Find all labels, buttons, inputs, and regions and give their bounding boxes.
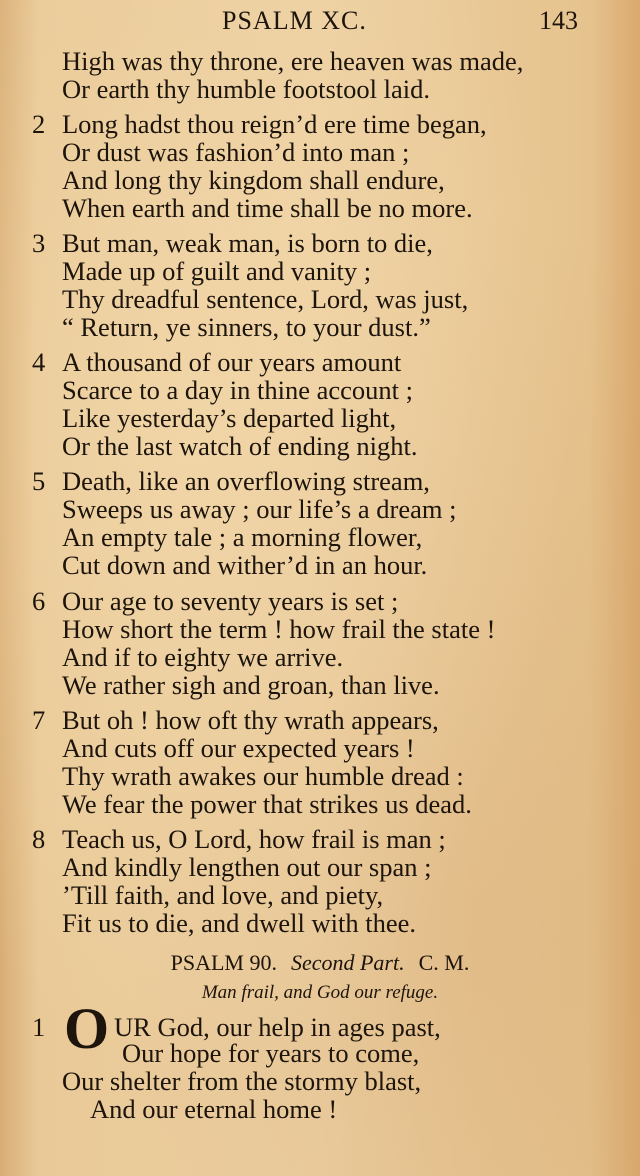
verse-line: But man, weak man, is born to die, — [62, 228, 433, 258]
verse-line: Or dust was fashion’d into man ; — [62, 137, 410, 167]
verse-line: Death, like an overflowing stream, — [62, 466, 430, 496]
stanza-number: 4 — [32, 347, 46, 377]
verse-line: We rather sigh and groan, than live. — [62, 670, 440, 700]
page-number: 143 — [539, 6, 578, 35]
verse-line: High was thy throne, ere heaven was made, — [62, 46, 524, 76]
psalm-heading-part: Second Part. — [290, 950, 405, 975]
psalm-heading — [0, 950, 640, 976]
psalm-subtitle: Man frail, and God our refuge. — [201, 982, 439, 1003]
verse-line: Sweeps us away ; our life’s a dream ; — [62, 494, 457, 524]
verse-line: Scarce to a day in thine account ; — [62, 375, 413, 405]
stanza-number: 1 — [32, 1012, 46, 1042]
verse-line: Cut down and wither’d in an hour. — [62, 550, 428, 580]
running-title: PSALM XC. — [222, 6, 367, 35]
stanza-number: 6 — [32, 586, 46, 616]
psalm-heading-meter: C. M. — [418, 950, 470, 975]
verse-line: Our age to seventy years is set ; — [62, 586, 399, 616]
verse-line: But oh ! how oft thy wrath appears, — [62, 705, 439, 735]
verse-line: Long hadst thou reign’d ere time began, — [62, 109, 487, 139]
verse-line: ’Till faith, and love, and piety, — [62, 880, 384, 910]
verse-line: And long thy kingdom shall endure, — [62, 165, 445, 195]
verse-line: How short the term ! how frail the state ! — [62, 614, 496, 644]
verse-line: And if to eighty we arrive. — [62, 642, 344, 672]
running-head — [0, 4, 640, 42]
verse-line: A thousand of our years amount — [62, 347, 402, 377]
verse-line: UR God, our help in ages past, — [114, 1012, 441, 1042]
verse-line: And kindly lengthen out our span ; — [62, 852, 432, 882]
drop-cap: O — [64, 996, 110, 1061]
verse-line: Made up of guilt and vanity ; — [62, 256, 372, 286]
psalm-heading-title: PSALM 90. — [170, 950, 277, 975]
verse-line: Our hope for years to come, — [122, 1038, 420, 1068]
stanza-number: 2 — [32, 109, 46, 139]
stanza-number: 3 — [32, 228, 46, 258]
verse-line: Or the last watch of ending night. — [62, 431, 418, 461]
verse-line: When earth and time shall be no more. — [62, 193, 473, 223]
verse-line: Or earth thy humble footstool laid. — [62, 74, 430, 104]
verse-line: Thy wrath awakes our humble dread : — [62, 761, 464, 791]
stanza-number: 8 — [32, 824, 46, 854]
verse-line: “ Return, ye sinners, to your dust.” — [62, 312, 431, 342]
verse-line: We fear the power that strikes us dead. — [62, 789, 472, 819]
verse-line: Fit us to die, and dwell with thee. — [62, 908, 417, 938]
verse-line: Thy dreadful sentence, Lord, was just, — [62, 284, 469, 314]
verse-line: An empty tale ; a morning flower, — [62, 522, 423, 552]
verse-line: Our shelter from the stormy blast, — [62, 1066, 422, 1096]
verse-line: And cuts off our expected years ! — [62, 733, 415, 763]
stanza-number: 5 — [32, 466, 46, 496]
stanza-number: 7 — [32, 705, 46, 735]
verse-line: Like yesterday’s departed light, — [62, 403, 397, 433]
verse-line: Teach us, O Lord, how frail is man ; — [62, 824, 446, 854]
verse-line: And our eternal home ! — [90, 1094, 338, 1124]
